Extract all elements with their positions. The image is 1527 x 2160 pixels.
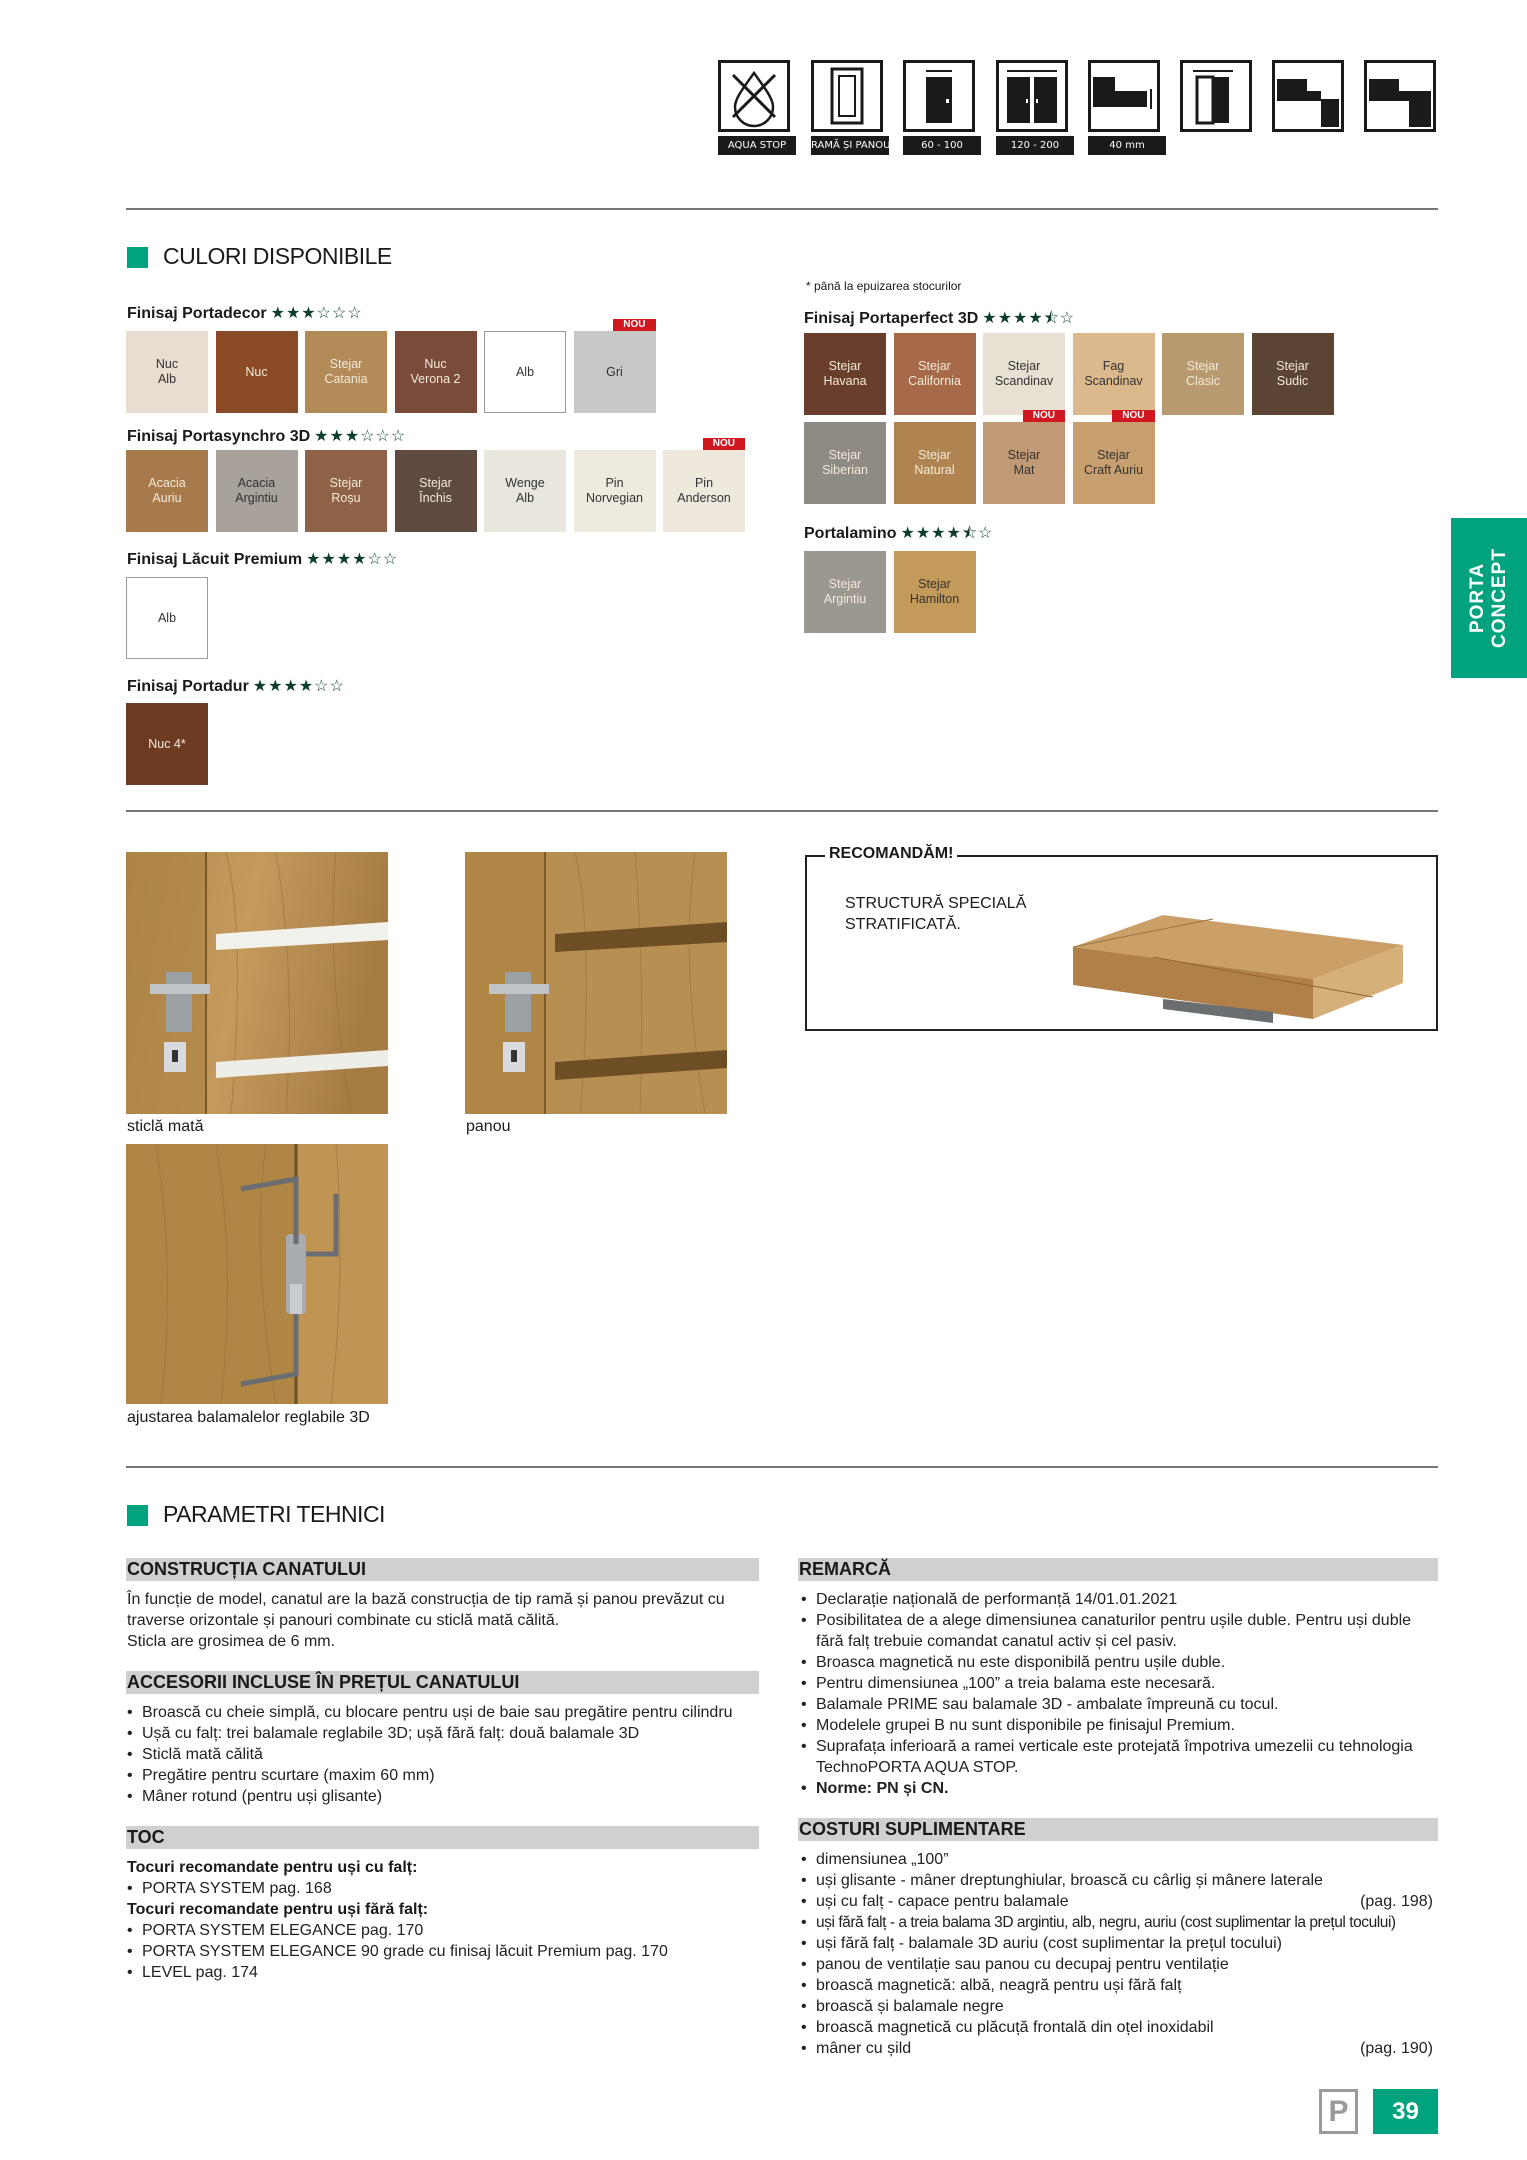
list-item	[801, 2038, 1433, 2059]
double-door-width-icon	[996, 60, 1068, 132]
rating-stars-icon: ★★★★⯪☆	[982, 310, 1076, 327]
construction-text	[127, 1589, 725, 1652]
list-item	[801, 1849, 1433, 1870]
swatch-label: Pin Norvegian	[586, 476, 643, 505]
recommendation-line: STRUCTURĂ SPECIALĂ	[845, 895, 1027, 912]
frame-heading: TOC	[126, 1826, 759, 1849]
swatch-label: Gri	[606, 364, 623, 379]
color-swatch	[804, 422, 886, 504]
divider	[126, 810, 1438, 812]
text-line: traverse orizontale și panouri combinate cu sticlă mată călită.	[127, 1612, 560, 1629]
list-item: • Ușă cu falț: trei balamale reglabile 3D; ușă fără falț: două balamale 3D	[127, 1723, 733, 1744]
section-marker	[127, 1505, 148, 1526]
swatch-label: Stejar Natural	[914, 448, 955, 477]
extra-cost-text: uși cu falț - capace pentru balamale	[816, 1893, 1069, 1910]
swatch-label: Stejar Clasic	[1185, 359, 1221, 388]
color-swatch	[1162, 333, 1244, 415]
color-swatch	[1073, 410, 1155, 504]
list-item: • LEVEL pag. 174	[127, 1962, 668, 1983]
remark-heading: REMARCĂ	[798, 1558, 1438, 1581]
finish-name: Finisaj Portaperfect 3D	[804, 310, 979, 327]
swatch-label: Stejar Sudic	[1276, 359, 1309, 388]
swatch-label: Stejar Închis	[419, 476, 452, 505]
icon-caption: AQUA STOP	[718, 136, 796, 155]
swatch-label: Acacia Argintiu	[235, 476, 278, 505]
single-door-width-icon	[903, 60, 975, 132]
page-reference: (pag. 198)	[1360, 1893, 1433, 1910]
extra-costs-list	[801, 1849, 1433, 2059]
color-swatch	[1073, 333, 1155, 415]
panel-photo	[465, 852, 727, 1114]
color-swatch	[126, 331, 208, 413]
color-swatch	[395, 450, 477, 532]
swatch-label: Fag Scandinav	[1084, 359, 1143, 388]
page-reference: (pag. 190)	[1360, 2040, 1433, 2057]
finish-name: Finisaj Portadecor	[127, 305, 267, 322]
color-swatch	[305, 450, 387, 532]
recommendation-text	[845, 893, 1026, 935]
divider	[126, 208, 1438, 210]
flush-frames-list	[127, 1920, 668, 1983]
swatch-label: Stejar Mat	[1007, 448, 1041, 477]
swatch-label: Stejar California	[908, 359, 961, 388]
color-swatch	[126, 703, 208, 785]
swatch-label: Stejar Craft Auriu	[1083, 448, 1144, 477]
rating-stars-icon: ★★★☆☆☆	[314, 428, 407, 445]
params-section-title: PARAMETRI TEHNICI	[163, 1501, 385, 1527]
swatch-label: Wenge Alb	[505, 476, 545, 505]
list-item: • Mâner rotund (pentru uși glisante)	[127, 1786, 733, 1807]
extra-cost-text: panou de ventilație sau panou cu decupaj pentru ventilație	[816, 1956, 1229, 1973]
porta-logo: P	[1319, 2089, 1358, 2134]
list-item: • Pentru dimensiunea „100” a treia balama este necesară.	[801, 1673, 1413, 1694]
colors-section-title: CULORI DISPONIBILE	[163, 243, 392, 269]
rating-stars-icon: ★★★★⯪☆	[900, 525, 994, 542]
color-swatch	[484, 331, 566, 413]
extra-cost-text: broască magnetică cu plăcuță frontală din oțel inoxidabil	[816, 2019, 1214, 2036]
stock-note: * până la epuizarea stocurilor	[806, 279, 962, 293]
extra-cost-text: dimensiunea „100”	[816, 1851, 949, 1868]
rebated-frames-title: Tocuri recomandate pentru uși cu falț:	[127, 1859, 418, 1876]
new-badge: NOU	[613, 319, 655, 331]
new-badge: NOU	[703, 438, 745, 450]
list-item: • PORTA SYSTEM pag. 168	[127, 1878, 668, 1899]
finish-group-title	[804, 307, 1075, 334]
swatch-label: Alb	[515, 364, 535, 379]
tab-line-1: PORTA	[1467, 562, 1488, 634]
list-item: • Posibilitatea de a alege dimensiunea canaturilor pentru ușile duble. Pentru uși duble	[801, 1610, 1413, 1631]
swatch-label: Stejar Roșu	[329, 476, 363, 505]
icon-caption: 40 mm	[1088, 136, 1166, 155]
porta-concept-tab	[1451, 518, 1527, 678]
rating-stars-icon: ★★★★☆☆	[252, 678, 345, 695]
color-swatch	[126, 577, 208, 659]
color-swatch	[804, 333, 886, 415]
color-swatch	[663, 438, 745, 532]
construction-heading: CONSTRUCȚIA CANATULUI	[126, 1558, 759, 1581]
list-item: • PORTA SYSTEM ELEGANCE 90 grade cu finisaj lăcuit Premium pag. 170	[127, 1941, 668, 1962]
aqua-stop-icon	[718, 60, 790, 132]
accessories-heading: ACCESORII INCLUSE ÎN PREȚUL CANATULUI	[126, 1671, 759, 1694]
extra-cost-text: broască și balamale negre	[816, 1998, 1004, 2015]
remark-list	[801, 1589, 1413, 1799]
photo-caption: ajustarea balamalelor reglabile 3D	[127, 1409, 370, 1426]
swatch-label: Pin Anderson	[677, 476, 731, 505]
frame-content	[127, 1857, 668, 1983]
swatch-label: Nuc	[245, 364, 268, 379]
extra-cost-text: uși fără falț - a treia balama 3D argintiu, alb, negru, auriu (cost suplimentar la prețul tocului)	[816, 1914, 1396, 1931]
recommendation-box	[805, 845, 1438, 1031]
icon-caption: 120 - 200	[996, 136, 1074, 155]
color-swatch	[126, 450, 208, 532]
finish-group-title	[804, 522, 993, 549]
divider	[126, 1466, 1438, 1468]
color-swatch	[484, 450, 566, 532]
extra-costs-heading: COSTURI SUPLIMENTARE	[798, 1818, 1438, 1841]
swatch-label: Acacia Auriu	[148, 476, 186, 505]
list-item	[801, 1996, 1433, 2017]
color-swatch	[395, 331, 477, 413]
list-item	[801, 1954, 1433, 1975]
extra-cost-text: uși glisante - mâner dreptunghiular, broască cu cârlig și mânere laterale	[816, 1872, 1323, 1889]
list-item: • Balamale PRIME sau balamale 3D - ambalate împreună cu tocul.	[801, 1694, 1413, 1715]
finish-group-title	[127, 549, 398, 569]
list-item	[801, 1891, 1433, 1912]
list-item: • Broasca magnetică nu este disponibilă pentru ușile duble.	[801, 1652, 1413, 1673]
frame-panel-icon	[811, 60, 883, 132]
photo-caption: sticlă mată	[127, 1118, 204, 1135]
list-item: • Pregătire pentru scurtare (maxim 60 mm)	[127, 1765, 733, 1786]
list-item: • Modelele grupei B nu sunt disponibile pe finisajul Premium.	[801, 1715, 1413, 1736]
list-item	[801, 1870, 1433, 1891]
color-swatch	[894, 422, 976, 504]
photo-caption: panou	[466, 1118, 511, 1135]
hinges-photo	[126, 1144, 388, 1404]
finish-group-title	[127, 303, 363, 323]
list-item: TechnoPORTA AQUA STOP.	[816, 1759, 1019, 1776]
color-swatch	[804, 551, 886, 633]
list-item: • Declarație națională de performanță 14/01.01.2021	[801, 1589, 1413, 1610]
recommendation-title: RECOMANDĂM!	[825, 845, 957, 863]
finish-name: Finisaj Portadur	[127, 678, 249, 695]
swatch-label: Nuc Alb	[155, 357, 179, 386]
swatch-label: Stejar Siberian	[822, 448, 868, 477]
text-line: În funcție de model, canatul are la bază construcția de tip ramă și panou prevăzut cu	[127, 1591, 725, 1608]
icon-caption: RAMĂ ȘI PANOU	[811, 136, 889, 155]
flush-edge-icon	[1364, 60, 1436, 132]
door-rebate-icon	[1180, 60, 1252, 132]
rating-stars-icon: ★★★☆☆☆	[270, 305, 363, 322]
list-item	[801, 1933, 1433, 1954]
extra-cost-text: broască magnetică: albă, neagră pentru uși fără falț	[816, 1977, 1182, 1994]
list-item: fără falț trebuie comandat canatul activ și cel pasiv.	[816, 1633, 1177, 1650]
flush-frames-title: Tocuri recomandate pentru uși fără falț:	[127, 1901, 429, 1918]
accessories-list	[127, 1702, 733, 1807]
color-swatch	[1252, 333, 1334, 415]
finish-name: Finisaj Portasynchro 3D	[127, 428, 311, 445]
list-item: • Suprafața inferioară a ramei verticale este protejată împotriva umezelii cu tehnologia	[801, 1736, 1413, 1757]
list-item	[801, 1975, 1433, 1996]
swatch-label: Stejar Argintiu	[823, 577, 867, 606]
list-item: • PORTA SYSTEM ELEGANCE pag. 170	[127, 1920, 668, 1941]
color-swatch	[894, 551, 976, 633]
rebated-edge-icon	[1272, 60, 1344, 132]
layered-structure-image	[1073, 897, 1413, 1027]
finish-group-title	[127, 426, 406, 446]
page-number: 39	[1373, 2089, 1438, 2134]
color-swatch	[983, 410, 1065, 504]
rating-stars-icon: ★★★★☆☆	[306, 551, 399, 568]
color-swatch	[305, 331, 387, 413]
rebated-frames-list	[127, 1878, 668, 1899]
color-swatch	[574, 319, 656, 413]
list-item	[801, 2017, 1433, 2038]
swatch-label: Stejar Hamilton	[909, 577, 960, 606]
text-line: Sticla are grosimea de 6 mm.	[127, 1633, 336, 1650]
list-item: • Broască cu cheie simplă, cu blocare pentru uși de baie sau pregătire pentru cilindru	[127, 1702, 733, 1723]
recommendation-line: STRATIFICATĂ.	[845, 916, 961, 933]
new-badge: NOU	[1023, 410, 1065, 422]
list-item	[801, 1912, 1433, 1933]
matte-glass-photo	[126, 852, 388, 1114]
section-marker	[127, 247, 148, 268]
finish-name: Portalamino	[804, 525, 897, 542]
color-swatch	[574, 450, 656, 532]
swatch-label: Stejar Havana	[823, 359, 867, 388]
swatch-label: Alb	[157, 610, 177, 625]
extra-cost-text: mâner cu șild	[816, 2040, 912, 2057]
finish-name: Finisaj Lăcuit Premium	[127, 551, 303, 568]
icon-caption: 60 - 100	[903, 136, 981, 155]
finish-group-title	[127, 676, 345, 696]
swatch-label: Nuc Verona 2	[410, 357, 461, 386]
color-swatch	[894, 333, 976, 415]
new-badge: NOU	[1112, 410, 1154, 422]
tab-line-2: CONCEPT	[1489, 548, 1510, 648]
swatch-label: Stejar Scandinav	[994, 359, 1054, 388]
color-swatch	[216, 331, 298, 413]
list-item: • Norme: PN și CN.	[801, 1778, 1413, 1799]
swatch-label: Nuc 4*	[148, 736, 186, 751]
color-swatch	[983, 333, 1065, 415]
swatch-label: Stejar Catania	[324, 357, 368, 386]
color-swatch	[216, 450, 298, 532]
extra-cost-text: uși fără falț - balamale 3D auriu (cost suplimentar la prețul tocului)	[816, 1935, 1282, 1952]
door-thickness-icon	[1088, 60, 1160, 132]
list-item: • Sticlă mată călită	[127, 1744, 733, 1765]
